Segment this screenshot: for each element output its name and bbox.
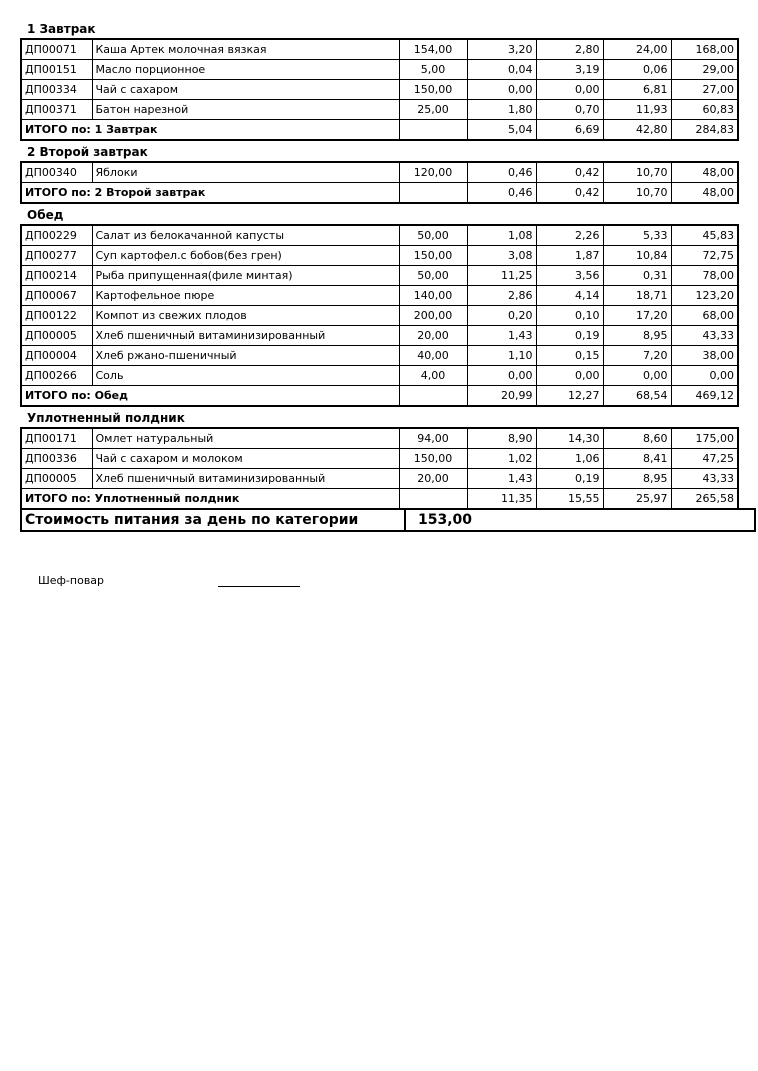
dish-value: 18,71 bbox=[603, 286, 671, 306]
dish-value: 1,02 bbox=[467, 449, 536, 469]
dish-name: Каша Артек молочная вязкая bbox=[92, 39, 399, 60]
dish-value: 38,00 bbox=[671, 346, 738, 366]
dish-value: 1,80 bbox=[467, 100, 536, 120]
dish-row bbox=[21, 266, 738, 286]
dish-row bbox=[21, 286, 738, 306]
dish-value: 0,00 bbox=[536, 80, 603, 100]
dish-name: Хлеб ржано-пшеничный bbox=[92, 346, 399, 366]
dish-name: Омлет натуральный bbox=[92, 428, 399, 449]
dish-value: 1,10 bbox=[467, 346, 536, 366]
dish-name: Соль bbox=[92, 366, 399, 386]
section-title: 2 Второй завтрак bbox=[27, 145, 148, 159]
dish-qty: 50,00 bbox=[399, 266, 467, 286]
section-total-empty bbox=[399, 489, 467, 510]
dish-value: 0,06 bbox=[603, 60, 671, 80]
dish-name: Суп картофел.с бобов(без грен) bbox=[92, 246, 399, 266]
dish-qty: 20,00 bbox=[399, 469, 467, 489]
section-total-value: 5,04 bbox=[467, 120, 536, 141]
dish-row bbox=[21, 428, 738, 449]
dish-code: ДП00266 bbox=[21, 366, 92, 386]
dish-value: 3,56 bbox=[536, 266, 603, 286]
section-total-value: 6,69 bbox=[536, 120, 603, 141]
dish-row bbox=[21, 39, 738, 60]
section-total-row bbox=[21, 183, 738, 204]
dish-row bbox=[21, 80, 738, 100]
section-total-value: 48,00 bbox=[671, 183, 738, 204]
dish-value: 78,00 bbox=[671, 266, 738, 286]
dish-qty: 150,00 bbox=[399, 449, 467, 469]
section-total-value: 11,35 bbox=[467, 489, 536, 510]
chef-label: Шеф-повар bbox=[38, 574, 105, 587]
dish-value: 0,00 bbox=[536, 366, 603, 386]
menu-section bbox=[0, 145, 758, 204]
dish-value: 168,00 bbox=[671, 39, 738, 60]
dish-value: 72,75 bbox=[671, 246, 738, 266]
dish-value: 1,06 bbox=[536, 449, 603, 469]
dish-code: ДП00151 bbox=[21, 60, 92, 80]
dish-row bbox=[21, 306, 738, 326]
dish-value: 0,20 bbox=[467, 306, 536, 326]
dish-value: 0,46 bbox=[467, 162, 536, 183]
daily-cost-label: Стоимость питания за день по категории bbox=[21, 509, 405, 531]
dish-name: Хлеб пшеничный витаминизированный bbox=[92, 326, 399, 346]
dish-value: 10,70 bbox=[603, 162, 671, 183]
section-total-value: 0,42 bbox=[536, 183, 603, 204]
section-table bbox=[20, 161, 739, 204]
dish-value: 0,70 bbox=[536, 100, 603, 120]
dish-value: 11,25 bbox=[467, 266, 536, 286]
report-sections bbox=[0, 22, 758, 510]
daily-cost-tr bbox=[21, 509, 755, 531]
dish-value: 4,14 bbox=[536, 286, 603, 306]
dish-name: Чай с сахаром и молоком bbox=[92, 449, 399, 469]
dish-value: 45,83 bbox=[671, 225, 738, 246]
dish-value: 6,81 bbox=[603, 80, 671, 100]
dish-value: 8,95 bbox=[603, 326, 671, 346]
dish-name: Масло порционное bbox=[92, 60, 399, 80]
dish-value: 11,93 bbox=[603, 100, 671, 120]
dish-code: ДП00334 bbox=[21, 80, 92, 100]
dish-value: 60,83 bbox=[671, 100, 738, 120]
dish-code: ДП00171 bbox=[21, 428, 92, 449]
section-total-value: 265,58 bbox=[671, 489, 738, 510]
section-total-row bbox=[21, 120, 738, 141]
section-total-value: 469,12 bbox=[671, 386, 738, 407]
dish-value: 0,00 bbox=[671, 366, 738, 386]
dish-code: ДП00071 bbox=[21, 39, 92, 60]
signature-line bbox=[218, 586, 300, 587]
dish-value: 48,00 bbox=[671, 162, 738, 183]
dish-qty: 150,00 bbox=[399, 80, 467, 100]
section-total-value: 68,54 bbox=[603, 386, 671, 407]
dish-qty: 94,00 bbox=[399, 428, 467, 449]
dish-row bbox=[21, 449, 738, 469]
dish-row bbox=[21, 100, 738, 120]
dish-code: ДП00229 bbox=[21, 225, 92, 246]
dish-value: 14,30 bbox=[536, 428, 603, 449]
dish-qty: 154,00 bbox=[399, 39, 467, 60]
dish-value: 7,20 bbox=[603, 346, 671, 366]
dish-value: 3,19 bbox=[536, 60, 603, 80]
section-total-empty bbox=[399, 183, 467, 204]
dish-value: 8,41 bbox=[603, 449, 671, 469]
dish-value: 0,00 bbox=[467, 366, 536, 386]
dish-value: 0,15 bbox=[536, 346, 603, 366]
section-total-empty bbox=[399, 386, 467, 407]
dish-code: ДП00122 bbox=[21, 306, 92, 326]
section-total-value: 20,99 bbox=[467, 386, 536, 407]
dish-value: 175,00 bbox=[671, 428, 738, 449]
dish-qty: 20,00 bbox=[399, 326, 467, 346]
dish-name: Картофельное пюре bbox=[92, 286, 399, 306]
dish-value: 43,33 bbox=[671, 326, 738, 346]
daily-cost-row bbox=[20, 508, 756, 532]
dish-value: 0,19 bbox=[536, 326, 603, 346]
dish-qty: 120,00 bbox=[399, 162, 467, 183]
section-total-value: 284,83 bbox=[671, 120, 738, 141]
daily-cost-value: 153,00 bbox=[405, 509, 755, 531]
dish-row bbox=[21, 60, 738, 80]
section-total-value: 42,80 bbox=[603, 120, 671, 141]
dish-code: ДП00277 bbox=[21, 246, 92, 266]
section-total-value: 25,97 bbox=[603, 489, 671, 510]
dish-name: Батон нарезной bbox=[92, 100, 399, 120]
section-total-label: ИТОГО по: Уплотненный полдник bbox=[21, 489, 399, 510]
section-total-value: 0,46 bbox=[467, 183, 536, 204]
dish-value: 24,00 bbox=[603, 39, 671, 60]
dish-value: 3,20 bbox=[467, 39, 536, 60]
section-total-label: ИТОГО по: Обед bbox=[21, 386, 399, 407]
section-title: Обед bbox=[27, 208, 64, 222]
section-total-value: 12,27 bbox=[536, 386, 603, 407]
dish-row bbox=[21, 162, 738, 183]
section-table bbox=[20, 224, 739, 407]
dish-value: 47,25 bbox=[671, 449, 738, 469]
dish-code: ДП00004 bbox=[21, 346, 92, 366]
section-total-value: 10,70 bbox=[603, 183, 671, 204]
menu-section bbox=[0, 411, 758, 510]
chef-signature bbox=[38, 574, 758, 590]
dish-value: 1,43 bbox=[467, 326, 536, 346]
dish-value: 2,26 bbox=[536, 225, 603, 246]
dish-name: Салат из белокачанной капусты bbox=[92, 225, 399, 246]
dish-value: 1,43 bbox=[467, 469, 536, 489]
section-table bbox=[20, 427, 739, 510]
section-total-row bbox=[21, 489, 738, 510]
dish-value: 0,31 bbox=[603, 266, 671, 286]
section-total-empty bbox=[399, 120, 467, 141]
dish-row bbox=[21, 225, 738, 246]
dish-value: 2,80 bbox=[536, 39, 603, 60]
section-total-label: ИТОГО по: 2 Второй завтрак bbox=[21, 183, 399, 204]
dish-code: ДП00336 bbox=[21, 449, 92, 469]
dish-qty: 140,00 bbox=[399, 286, 467, 306]
dish-qty: 150,00 bbox=[399, 246, 467, 266]
dish-code: ДП00067 bbox=[21, 286, 92, 306]
dish-code: ДП00340 bbox=[21, 162, 92, 183]
menu-section bbox=[0, 208, 758, 407]
dish-code: ДП00005 bbox=[21, 469, 92, 489]
menu-section bbox=[0, 22, 758, 141]
dish-value: 5,33 bbox=[603, 225, 671, 246]
dish-qty: 50,00 bbox=[399, 225, 467, 246]
dish-qty: 200,00 bbox=[399, 306, 467, 326]
dish-value: 1,87 bbox=[536, 246, 603, 266]
dish-row bbox=[21, 246, 738, 266]
dish-name: Чай с сахаром bbox=[92, 80, 399, 100]
dish-name: Хлеб пшеничный витаминизированный bbox=[92, 469, 399, 489]
dish-value: 0,10 bbox=[536, 306, 603, 326]
dish-row bbox=[21, 346, 738, 366]
dish-name: Яблоки bbox=[92, 162, 399, 183]
dish-value: 29,00 bbox=[671, 60, 738, 80]
dish-value: 3,08 bbox=[467, 246, 536, 266]
section-total-row bbox=[21, 386, 738, 407]
dish-code: ДП00371 bbox=[21, 100, 92, 120]
dish-value: 27,00 bbox=[671, 80, 738, 100]
dish-value: 10,84 bbox=[603, 246, 671, 266]
dish-qty: 25,00 bbox=[399, 100, 467, 120]
section-title: 1 Завтрак bbox=[27, 22, 96, 36]
dish-value: 8,95 bbox=[603, 469, 671, 489]
dish-value: 68,00 bbox=[671, 306, 738, 326]
section-total-label: ИТОГО по: 1 Завтрак bbox=[21, 120, 399, 141]
section-total-value: 15,55 bbox=[536, 489, 603, 510]
dish-value: 0,19 bbox=[536, 469, 603, 489]
dish-value: 0,04 bbox=[467, 60, 536, 80]
dish-value: 8,60 bbox=[603, 428, 671, 449]
dish-value: 0,00 bbox=[603, 366, 671, 386]
dish-row bbox=[21, 326, 738, 346]
dish-name: Компот из свежих плодов bbox=[92, 306, 399, 326]
dish-row bbox=[21, 469, 738, 489]
dish-value: 43,33 bbox=[671, 469, 738, 489]
dish-value: 0,00 bbox=[467, 80, 536, 100]
dish-qty: 5,00 bbox=[399, 60, 467, 80]
dish-code: ДП00005 bbox=[21, 326, 92, 346]
dish-value: 0,42 bbox=[536, 162, 603, 183]
dish-value: 2,86 bbox=[467, 286, 536, 306]
dish-row bbox=[21, 366, 738, 386]
dish-value: 123,20 bbox=[671, 286, 738, 306]
dish-code: ДП00214 bbox=[21, 266, 92, 286]
section-table bbox=[20, 38, 739, 141]
dish-qty: 40,00 bbox=[399, 346, 467, 366]
dish-name: Рыба припущенная(филе минтая) bbox=[92, 266, 399, 286]
dish-value: 1,08 bbox=[467, 225, 536, 246]
dish-value: 17,20 bbox=[603, 306, 671, 326]
dish-qty: 4,00 bbox=[399, 366, 467, 386]
dish-value: 8,90 bbox=[467, 428, 536, 449]
section-title: Уплотненный полдник bbox=[27, 411, 185, 425]
